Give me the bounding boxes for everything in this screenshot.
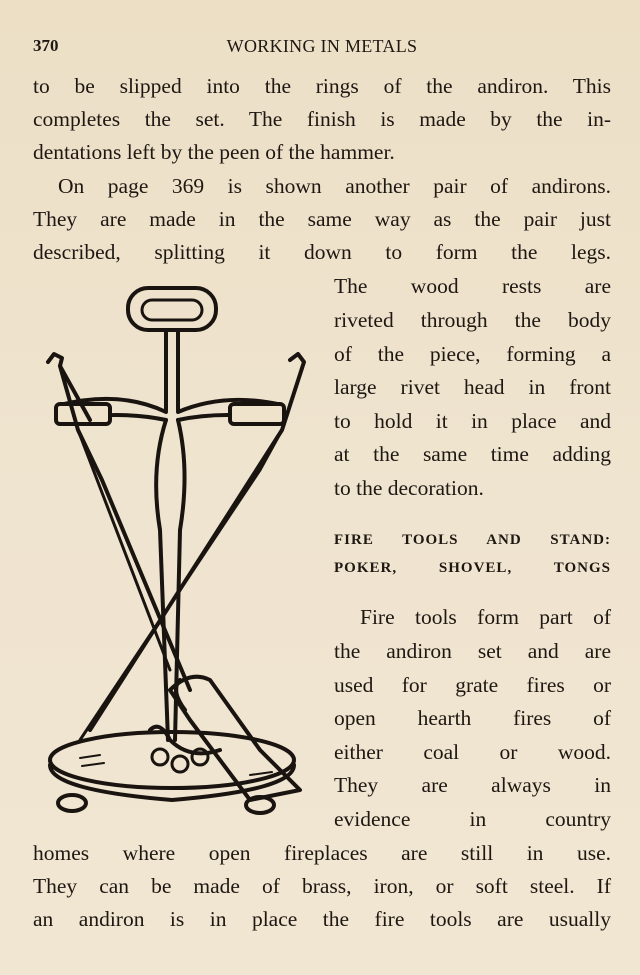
text-line: They are always in: [334, 773, 611, 797]
text-line: On page 369 is shown another pair of andirons.: [58, 174, 611, 198]
text-line: either coal or wood.: [334, 740, 611, 764]
text-line: large rivet head in front: [334, 375, 611, 399]
text-line: homes where open fireplaces are still in use.: [33, 841, 611, 865]
section-heading: POKER, SHOVEL, TONGS: [334, 560, 611, 576]
page-number: 370: [33, 36, 59, 55]
text-line: used for grate fires or: [334, 673, 611, 697]
text-line: evidence in country: [334, 807, 611, 831]
page-header: [33, 34, 611, 60]
text-line: open hearth fires of: [334, 706, 611, 730]
text-line: to be slipped into the rings of the andiron. This: [33, 74, 611, 98]
text-line: at the same time adding: [334, 442, 611, 466]
text-line: to the decoration.: [334, 476, 484, 500]
text-line: the andiron set and are: [334, 639, 611, 663]
text-line: They are made in the same way as the pair just: [33, 207, 611, 231]
section-heading: FIRE TOOLS AND STAND:: [334, 532, 611, 548]
text-line: an andiron is in place the fire tools are usually: [33, 907, 611, 931]
text-line: Fire tools form part of: [360, 605, 611, 629]
fire-tools-stand-illustration-icon: [20, 270, 330, 830]
text-line: described, splitting it down to form the legs.: [33, 240, 611, 264]
text-line: of the piece, forming a: [334, 342, 611, 366]
text-line: riveted through the body: [334, 308, 611, 332]
text-line: dentations left by the peen of the hammer.: [33, 140, 395, 164]
text-line: They can be made of brass, iron, or soft steel. If: [33, 874, 611, 898]
running-title: WORKING IN METALS: [226, 36, 418, 56]
text-line: The wood rests are: [334, 274, 611, 298]
text-line: completes the set. The finish is made by the in-: [33, 107, 611, 131]
text-line: to hold it in place and: [334, 409, 611, 433]
